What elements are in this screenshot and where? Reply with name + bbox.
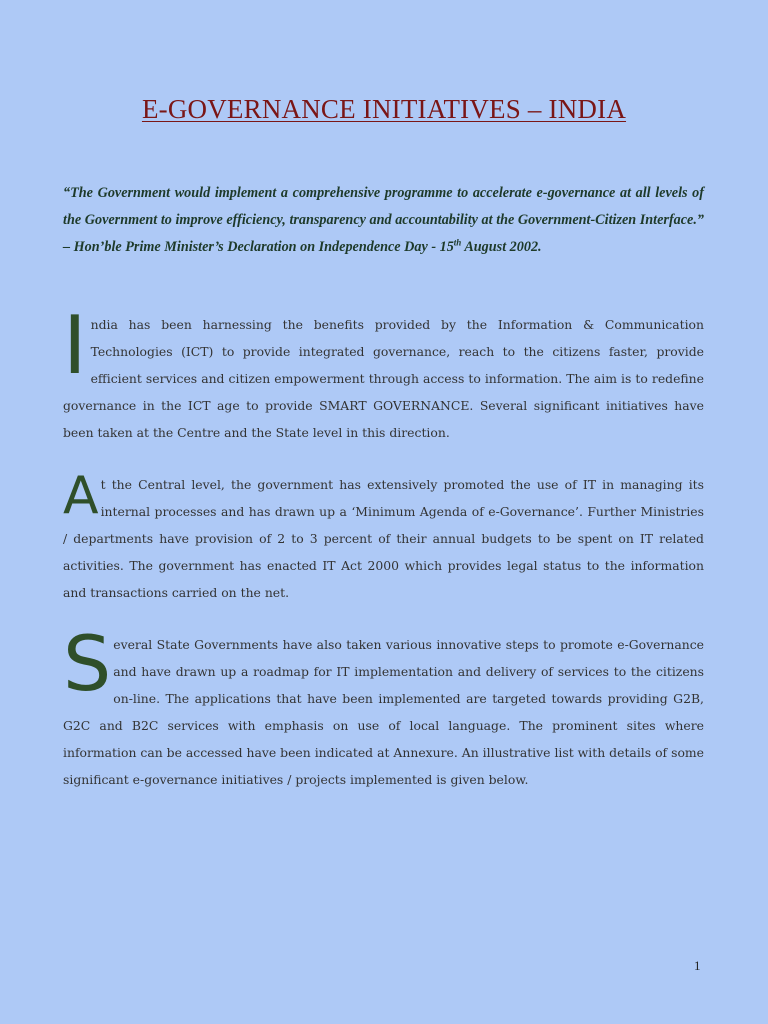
- quote-superscript: th: [453, 237, 462, 248]
- paragraph-text: everal State Governments have also taken various innovative steps to promote e-Governance and have drawn up a roadmap for IT implementation and delivery of services to the citizens on-line. The applications that have been implemented are targeted towards providing G2B, G2C and B2C services with emphasis on use of local language. The prominent sites where information can be accessed have been indicated at Annexure. An illustrative list with details of some significant e-governance initiatives / projects implemented is given below.: [63, 637, 704, 787]
- drop-cap-letter: I: [63, 299, 87, 392]
- pm-quote: [63, 180, 704, 261]
- paragraph-text: ndia has been harnessing the benefits provided by the Information & Communication Technologies (ICT) to provide integrated governance, reach to the citizens faster, provide efficient services and citizen empowerment through access to information. The aim is to redefine governance in the ICT age to provide SMART GOVERNANCE. Several significant initiatives have been taken at the Centre and the State level in this direction.: [63, 317, 704, 440]
- paragraph-central-level: [63, 466, 704, 607]
- drop-cap-letter: S: [63, 619, 112, 708]
- paragraph-india-ict: [63, 299, 704, 447]
- quote-text-end: August 2002.: [461, 239, 542, 255]
- paragraph-state-governments: [63, 619, 704, 793]
- drop-cap-letter: A: [63, 466, 99, 526]
- page-title: E-GOVERNANCE INITIATIVES – INDIA: [141, 94, 627, 124]
- quote-text: “The Government would implement a comprehensive programme to accelerate e-governance at all levels of the Government to improve efficiency, transparency and accountability at the Government-Citizen Interface.” – Hon’ble Prime Minister’s Declaration on Independence Day - 15: [63, 185, 704, 255]
- paragraph-text: t the Central level, the government has extensively promoted the use of IT in managing its internal processes and has drawn up a ‘Minimum Agenda of e-Governance’. Further Ministries / departments have provision of 2 to 3 percent of their annual budgets to be spent on IT related activities. The government has enacted IT Act 2000 which provides legal status to the information and transactions carried on the net.: [63, 477, 704, 600]
- page-number: 1: [694, 958, 701, 973]
